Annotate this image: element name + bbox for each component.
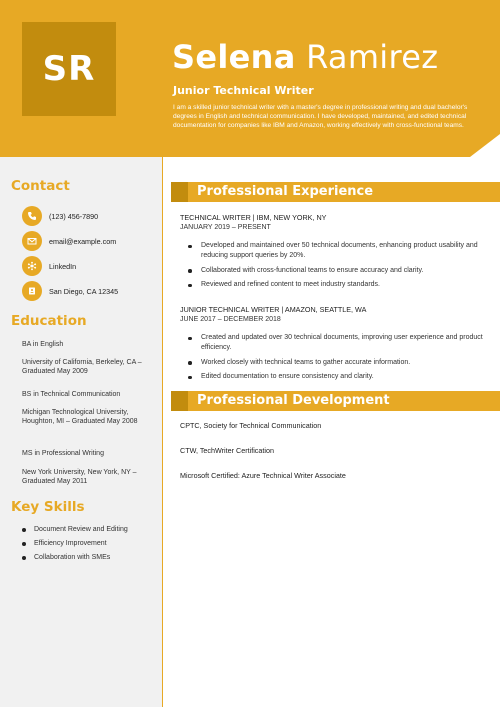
education-school: New York University, New York, NY – Graduated May 2011 xyxy=(22,469,137,486)
first-name: Selena xyxy=(172,38,296,76)
development-item: CTW, TechWriter Certification xyxy=(180,446,274,455)
candidate-name xyxy=(172,38,438,76)
development-item: Microsoft Certified: Azure Technical Writer Associate xyxy=(180,471,346,480)
monogram-badge xyxy=(22,22,116,116)
skill-item: Collaboration with SMEs xyxy=(22,552,157,566)
sidebar-divider xyxy=(162,157,163,707)
job-bullet: Edited documentation to ensure consistency and clarity. xyxy=(188,372,488,382)
education-heading: Education xyxy=(11,313,87,329)
job-bullet: Worked closely with technical teams to gather accurate information. xyxy=(188,358,488,368)
email-address[interactable]: email@example.com xyxy=(49,236,117,246)
experience-section-bar xyxy=(171,182,500,202)
linkedin-link[interactable]: LinkedIn xyxy=(49,261,77,271)
education-degree: BS in Technical Communication xyxy=(22,391,121,398)
job-bullet: Reviewed and refined content to meet industry standards. xyxy=(188,280,488,290)
contact-email xyxy=(22,231,116,251)
contact-address xyxy=(22,281,118,301)
education-school: Michigan Technological University, Houghton, MI – Graduated May 2008 xyxy=(22,409,138,426)
contact-linkedin xyxy=(22,256,76,276)
job-bullet: Collaborated with cross-functional teams to ensure accuracy and clarity. xyxy=(188,266,488,276)
last-name: Ramirez xyxy=(306,38,439,76)
profile-summary: I am a skilled junior technical writer with a master's degree in professional writing and dual bachelor's degrees in English and technical communication. I have developed, maintained, and edited technical documentation for companies like IBM and Amazon, working effectively with cross-functional teams. xyxy=(173,104,468,129)
experience-heading: Professional Experience xyxy=(197,184,374,199)
job-title-line: JUNIOR TECHNICAL WRITER | AMAZON, SEATTLE, WA xyxy=(180,305,367,314)
phone-icon xyxy=(22,206,42,226)
linkedin-icon xyxy=(22,256,42,276)
email-icon xyxy=(22,231,42,251)
job-dates: JUNE 2017 – DECEMBER 2018 xyxy=(180,316,281,323)
job-title-line: TECHNICAL WRITER | IBM, NEW YORK, NY xyxy=(180,213,327,222)
skills-heading: Key Skills xyxy=(11,499,85,515)
education-degree: MS in Professional Writing xyxy=(22,450,104,457)
contact-heading: Contact xyxy=(11,178,70,194)
development-heading: Professional Development xyxy=(197,393,390,408)
education-school: University of California, Berkeley, CA – Graduated May 2009 xyxy=(22,359,142,376)
job-title: Junior Technical Writer xyxy=(173,84,314,97)
skill-item: Document Review and Editing xyxy=(22,524,157,538)
skill-item: Efficiency Improvement xyxy=(22,538,157,552)
job-bullet: Developed and maintained over 50 technical documents, enhancing product usability and reducing support queries by 20%. xyxy=(188,241,488,261)
job-bullet: Created and updated over 30 technical documents, improving user experience and product efficiency. xyxy=(188,333,488,353)
postal-address: San Diego, CA 12345 xyxy=(49,286,119,296)
monogram-initials: SR xyxy=(42,49,96,89)
section-accent xyxy=(171,182,188,202)
education-degree: BA in English xyxy=(22,341,64,348)
skills-list xyxy=(22,524,157,566)
section-accent xyxy=(171,391,188,411)
development-section-bar xyxy=(171,391,500,411)
job-dates: JANUARY 2019 – PRESENT xyxy=(180,224,271,231)
job-bullets xyxy=(188,333,488,387)
phone-number[interactable]: (123) 456-7890 xyxy=(49,211,99,221)
contact-phone xyxy=(22,206,98,226)
development-item: CPTC, Society for Technical Communication xyxy=(180,421,322,430)
address-icon xyxy=(22,281,42,301)
job-bullets xyxy=(188,241,488,295)
